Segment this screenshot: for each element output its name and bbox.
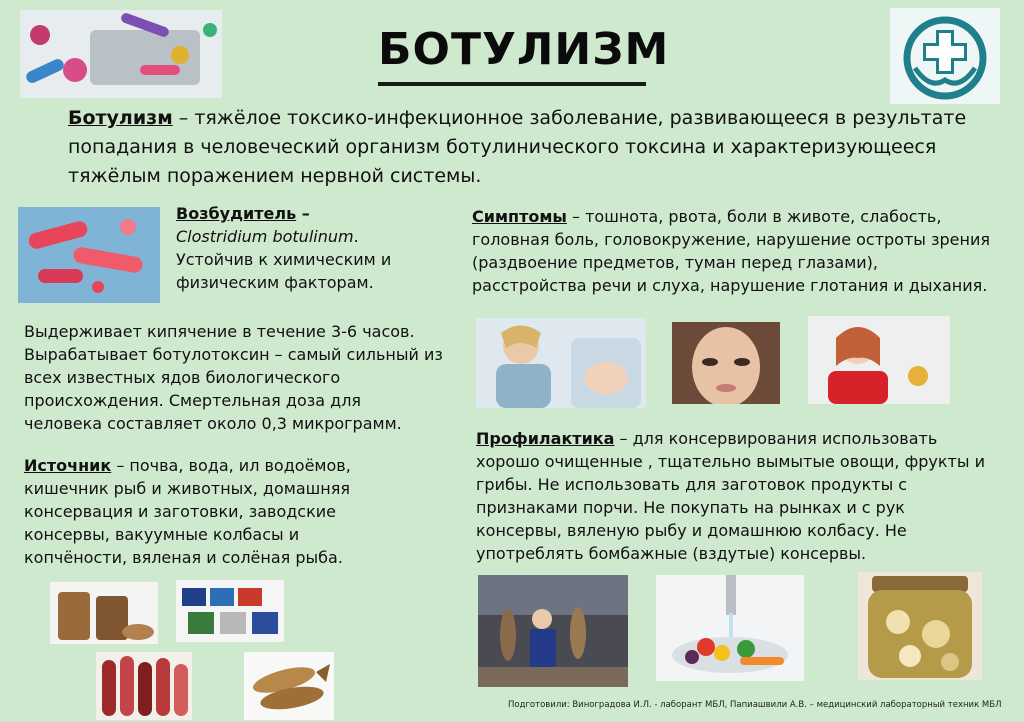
sore-throat-woman-image bbox=[808, 316, 950, 404]
pathogen-image bbox=[18, 207, 160, 303]
source-description: – почва, вода, ил водоёмов, кишечник рыб и животных, домашняя консервация и заготовки, заводские консервы, вакуумные колбасы и копчёности, вяленая и солёная рыба. bbox=[24, 456, 351, 567]
symptoms-term: Симптомы bbox=[472, 207, 567, 226]
sausages-image bbox=[96, 652, 192, 720]
prevention-term: Профилактика bbox=[476, 429, 615, 448]
home-canned-jars-image bbox=[50, 582, 158, 644]
source-term: Источник bbox=[24, 456, 112, 475]
nausea-woman-image bbox=[476, 318, 646, 408]
footer-credits: Подготовили: Виноградова И.Л. - лаборант МБЛ, Папиашвили А.В. – медицинский лабораторный техник МБЛ bbox=[508, 700, 1002, 710]
double-vision-face-image bbox=[672, 322, 780, 404]
source-text bbox=[24, 454, 354, 569]
intro-term: Ботулизм bbox=[68, 107, 173, 129]
intro-definition bbox=[68, 104, 968, 191]
factory-canned-goods-image bbox=[176, 580, 284, 642]
page-title: БОТУЛИЗМ bbox=[378, 22, 646, 86]
symptoms-text bbox=[472, 205, 992, 297]
dried-fish-image bbox=[244, 652, 334, 720]
pathogen-dash: – bbox=[296, 204, 310, 223]
washing-vegetables-image bbox=[656, 575, 804, 681]
fish-market-image bbox=[478, 575, 628, 687]
symptoms-description: – тошнота, рвота, боли в животе, слабость, головная боль, головокружение, нарушение остроты зрения (раздвоение предметов, туман перед глазами), расстройства речи и слуха, нарушение глотания и дыхания. bbox=[472, 207, 990, 295]
medical-logo bbox=[890, 8, 1000, 104]
pathogen-term: Возбудитель bbox=[176, 204, 297, 223]
pathogen-species: Clostridium botulinum bbox=[176, 227, 354, 246]
intro-text: – тяжёлое токсико-инфекционное заболевание, развивающееся в результате попадания в человеческий организм ботулинического токсина и характеризующееся тяжёлым поражением нервной системы. bbox=[68, 107, 967, 187]
prevention-description: – для консервирования использовать хорошо очищенные , тщательно вымытые овощи, фрукты и грибы. Не использовать для заготовок продукты с признаками порчи. Не покупать на рынках и с рук консервы, вяленую рыбу и домашнюю колбасу. Не употреблять бомбажные (вздутые) консервы. bbox=[476, 429, 985, 563]
bacteria-collage-image bbox=[20, 10, 222, 98]
resistance-text: Выдерживает кипячение в течение 3-6 часов. Вырабатывает ботулотоксин – самый сильный из всех известных ядов биологического происхождения. Смертельная доза для человека составляет около 0,3 микрограмм. bbox=[24, 322, 443, 433]
swollen-jar-image bbox=[858, 572, 982, 680]
pathogen-text bbox=[176, 202, 396, 294]
prevention-text bbox=[476, 427, 986, 565]
pathogen-rest: . Устойчив к химическим и физическим факторам. bbox=[176, 227, 392, 292]
